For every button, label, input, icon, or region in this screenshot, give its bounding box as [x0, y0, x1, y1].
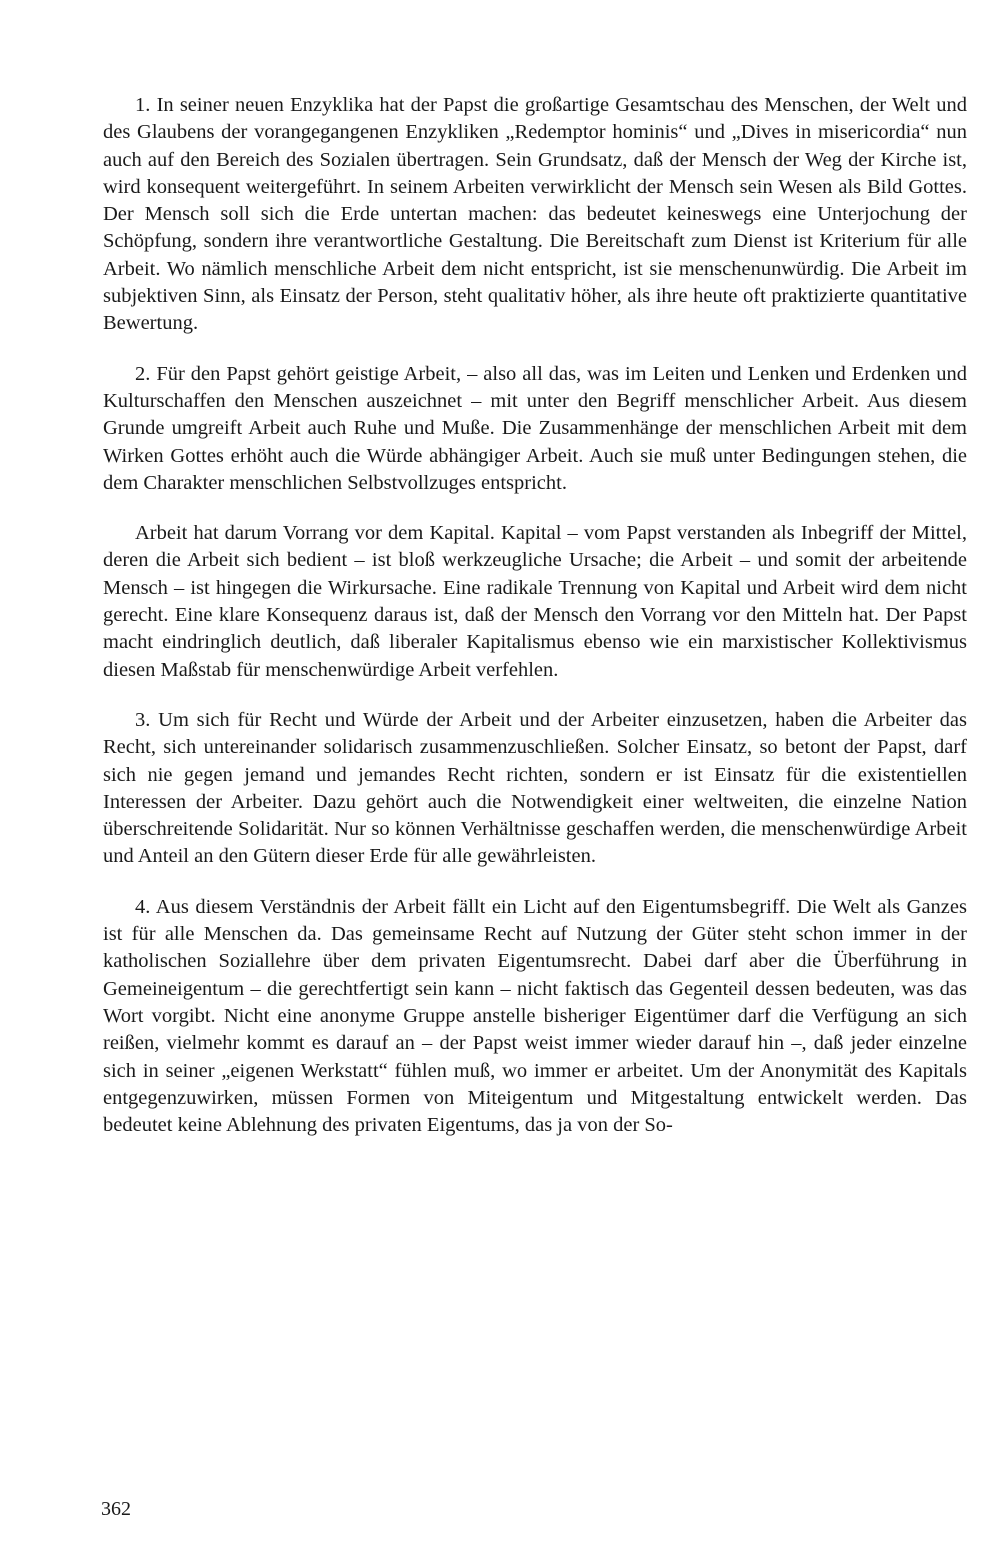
page-body [103, 92, 967, 1139]
paragraph-3: Arbeit hat darum Vorrang vor dem Kapital. Kapital – vom Papst verstanden als Inbegriff der Mittel, deren die Arbeit sich bedient – ist bloß werkzeugliche Ursache; die Arbeit – und somit der arbeitende Mensch – ist hingegen die Wirkursache. Eine radikale Trennung von Kapital und Arbeit wird dem nicht gerecht. Eine klare Konsequenz daraus ist, daß der Mensch den Vorrang vor den Mitteln hat. Der Papst macht eindringlich deutlich, daß liberaler Kapitalismus ebenso wie ein marxistischer Kollektivismus diesen Maßstab für menschenwürdige Arbeit verfehlen. [103, 522, 967, 681]
paragraph-gap [103, 338, 967, 361]
paragraph-2: 2. Für den Papst gehört geistige Arbeit, – also all das, was im Leiten und Lenken und Erdenken und Kulturschaffen den Menschen auszeichnet – mit unter den Begriff menschlicher Arbeit. Aus diesem Grunde umgreift Arbeit auch Ruhe und Muße. Die Zusammenhänge der menschlichen Arbeit mit dem Wirken Gottes erhöht auch die Würde abhängiger Arbeit. Auch sie muß unter Bedingungen stehen, die dem Charakter menschlichen Selbstvollzuges entspricht. [103, 362, 967, 494]
paragraph-gap [103, 871, 967, 894]
paragraph-4: 3. Um sich für Recht und Würde der Arbeit und der Arbeiter einzusetzen, haben die Arbeiter das Recht, sich untereinander solidarisch zusammenzuschließen. Solcher Einsatz, so betont der Papst, darf sich nie gegen jemand und jemandes Recht richten, sondern er ist Einsatz für die existentiellen Interessen der Arbeiter. Dazu gehört auch die Notwendigkeit einer weltweiten, die einzelne Nation überschreitende Solidarität. Nur so können Verhältnisse geschaffen werden, die menschenwürdige Arbeit und Anteil an den Gütern dieser Erde für alle gewährleisten. [103, 708, 967, 868]
paragraph-gap [103, 497, 967, 520]
page-number: 362 [101, 1498, 131, 1520]
paragraph-1: 1. In seiner neuen Enzyklika hat der Papst die großartige Gesamtschau des Menschen, der Welt und des Glaubens der vorangegangenen Enzykliken „Redemptor hominis“ und „Dives in misericordia“ nun auch auf den Bereich des Sozialen übertragen. Sein Grundsatz, daß der Mensch der Weg der Kirche ist, wird konsequent weitergeführt. In seinem Arbeiten verwirklicht der Mensch sein Wesen als Bild Gottes. Der Mensch soll sich die Erde untertan machen: das bedeutet keineswegs eine Unterjochung der Schöpfung, sondern ihre verantwortliche Gestaltung. Die Bereitschaft zum Dienst ist Kriterium für alle Arbeit. Wo nämlich menschliche Arbeit dem nicht entspricht, ist sie menschenunwürdig. Die Arbeit im subjektiven Sinn, als Einsatz der Person, steht qualitativ höher, als ihre heute oft praktizierte quantitative Bewertung. [103, 94, 967, 335]
paragraph-5: 4. Aus diesem Verständnis der Arbeit fällt ein Licht auf den Eigentumsbegriff. Die Welt als Ganzes ist für alle Menschen da. Das gemeinsame Recht auf Nutzung der Güter steht schon immer in der katholischen Soziallehre über dem privaten Eigentumsrecht. Dabei darf aber die Überführung in Gemeineigentum – die gerechtfertigt sein kann – nicht faktisch das Gegenteil dessen bedeuten, was das Wort vorgibt. Nicht eine anonyme Gruppe anstelle bisheriger Eigentümer darf die Verfügung an sich reißen, vielmehr kommt es darauf an – der Papst weist immer wieder darauf hin –, daß jeder einzelne sich in seiner „eigenen Werkstatt“ fühlen muß, wo immer er arbeitet. Um der Anonymität des Kapitals entgegenzuwirken, müssen Formen von Miteigentum und Mitgestaltung entwickelt werden. Das bedeutet keine Ablehnung des privaten Eigentums, das ja von der So- [103, 895, 967, 1137]
paragraph-gap [103, 684, 967, 707]
